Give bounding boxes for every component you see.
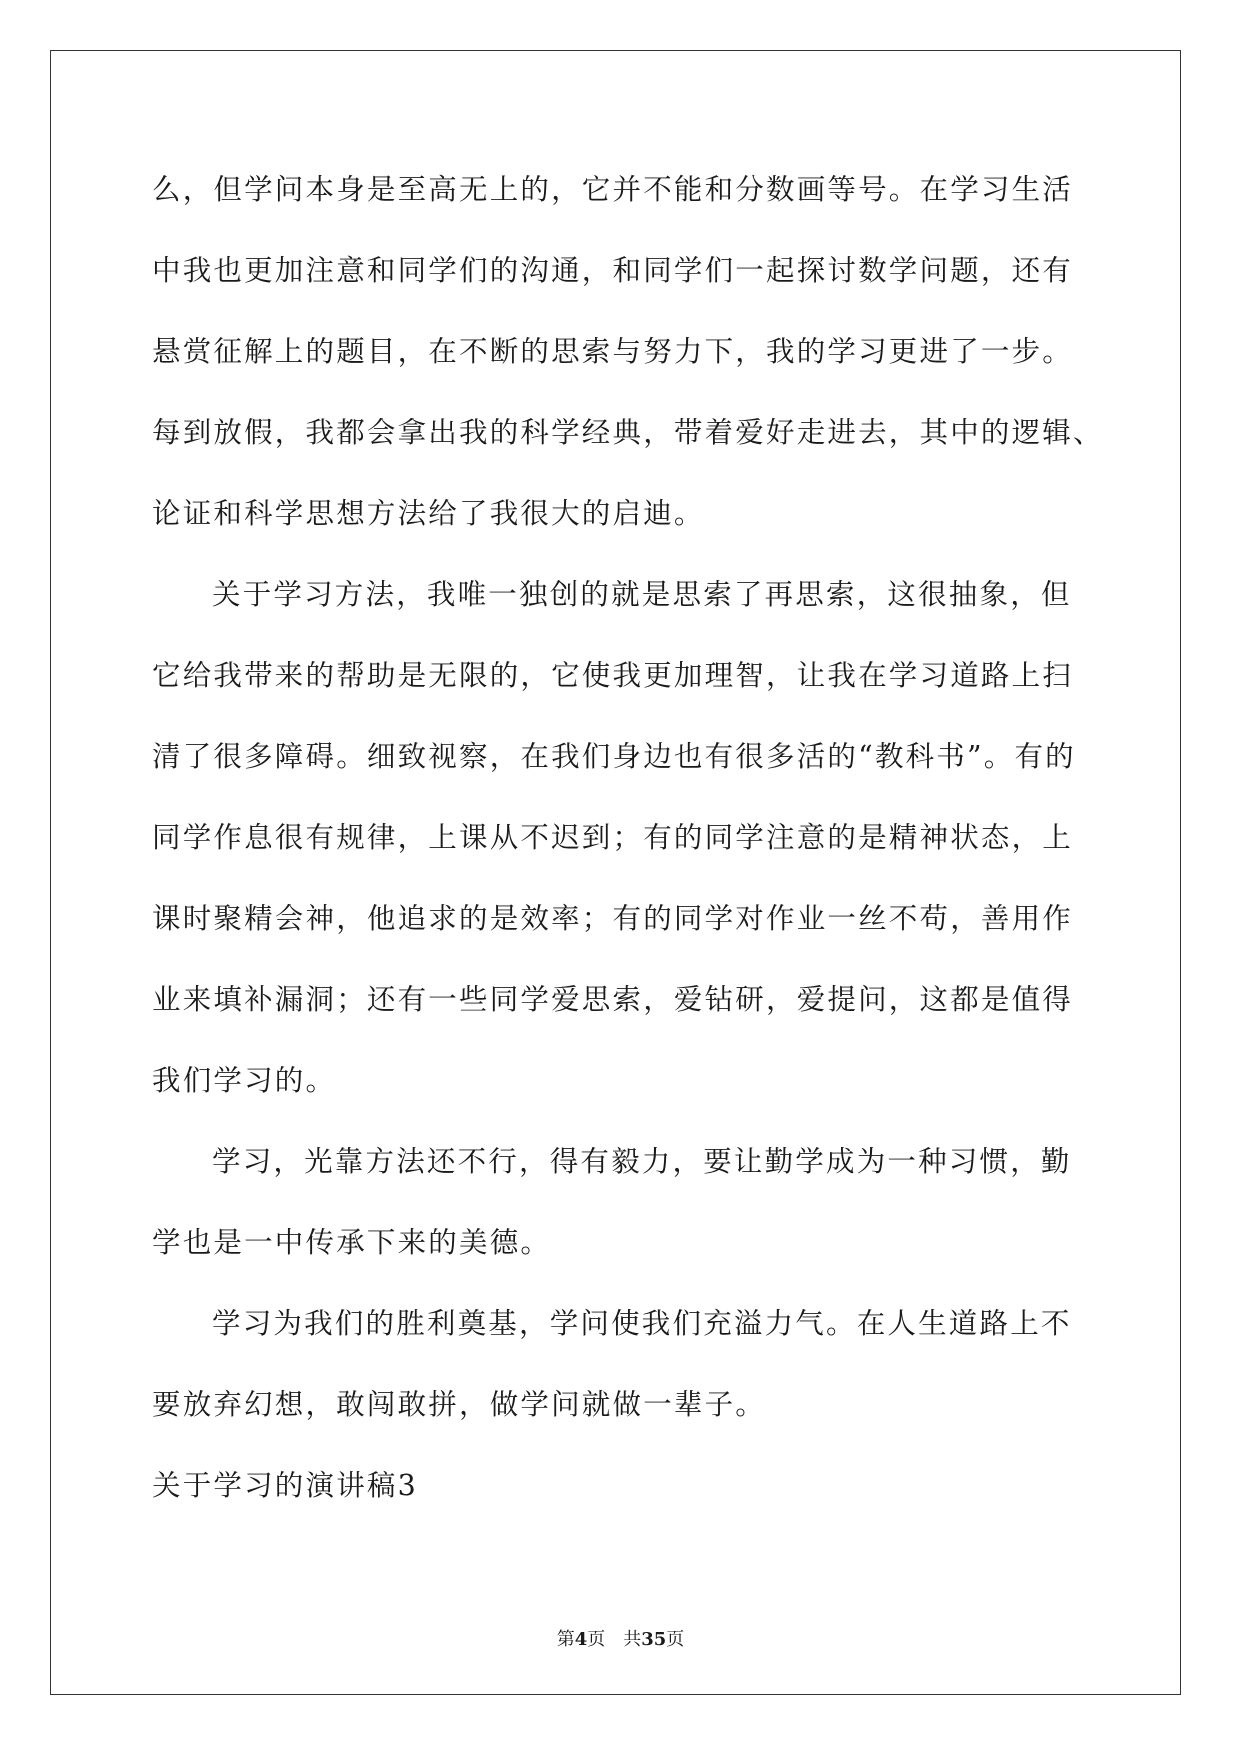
text-line: 学也是一中传承下来的美德。	[152, 1226, 552, 1259]
text-line: 它给我带来的帮助是无限的，它使我更加理智，让我在学习道路上扫	[152, 659, 1074, 692]
total-pages: 35	[641, 1629, 667, 1650]
page-number: 4	[574, 1629, 588, 1650]
section-heading: 关于学习的演讲稿3	[152, 1469, 418, 1502]
total-prefix: 共	[623, 1629, 642, 1650]
paragraph-start-line: 学习，光靠方法还不行，得有毅力，要让勤学成为一种习惯，勤	[212, 1145, 1072, 1178]
page-suffix: 页	[587, 1629, 606, 1650]
text-line: 业来填补漏洞；还有一些同学爱思索，爱钻研，爱提问，这都是值得	[152, 983, 1074, 1016]
text-line: 悬赏征解上的题目，在不断的思索与努力下，我的学习更进了一步。	[152, 335, 1074, 368]
text-line: 要放弃幻想，敢闯敢拼，做学问就做一辈子。	[152, 1388, 767, 1421]
text-line: 同学作息很有规律，上课从不迟到；有的同学注意的是精神状态，上	[152, 821, 1074, 854]
page-footer	[0, 1628, 1241, 1652]
text-line: 中我也更加注意和同学们的沟通，和同学们一起探讨数学问题，还有	[152, 254, 1074, 287]
text-line: 每到放假，我都会拿出我的科学经典，带着爱好走进去，其中的逻辑、	[152, 416, 1104, 449]
text-line: 论证和科学思想方法给了我很大的启迪。	[152, 497, 705, 530]
paragraph-start-line: 关于学习方法，我唯一独创的就是思索了再思索，这很抽象，但	[212, 578, 1072, 611]
paragraph-start-line: 学习为我们的胜利奠基，学问使我们充溢力气。在人生道路上不	[212, 1307, 1072, 1340]
text-line: 我们学习的。	[152, 1064, 337, 1097]
page-prefix: 第	[556, 1629, 575, 1650]
text-line: 么，但学问本身是至高无上的，它并不能和分数画等号。在学习生活	[152, 173, 1074, 206]
page-border	[50, 50, 1181, 1695]
total-suffix: 页	[666, 1629, 685, 1650]
text-line: 课时聚精会神，他追求的是效率；有的同学对作业一丝不苟，善用作	[152, 902, 1074, 935]
text-line: 清了很多障碍。细致视察，在我们身边也有很多活的“教科书”。有的	[152, 740, 1076, 773]
